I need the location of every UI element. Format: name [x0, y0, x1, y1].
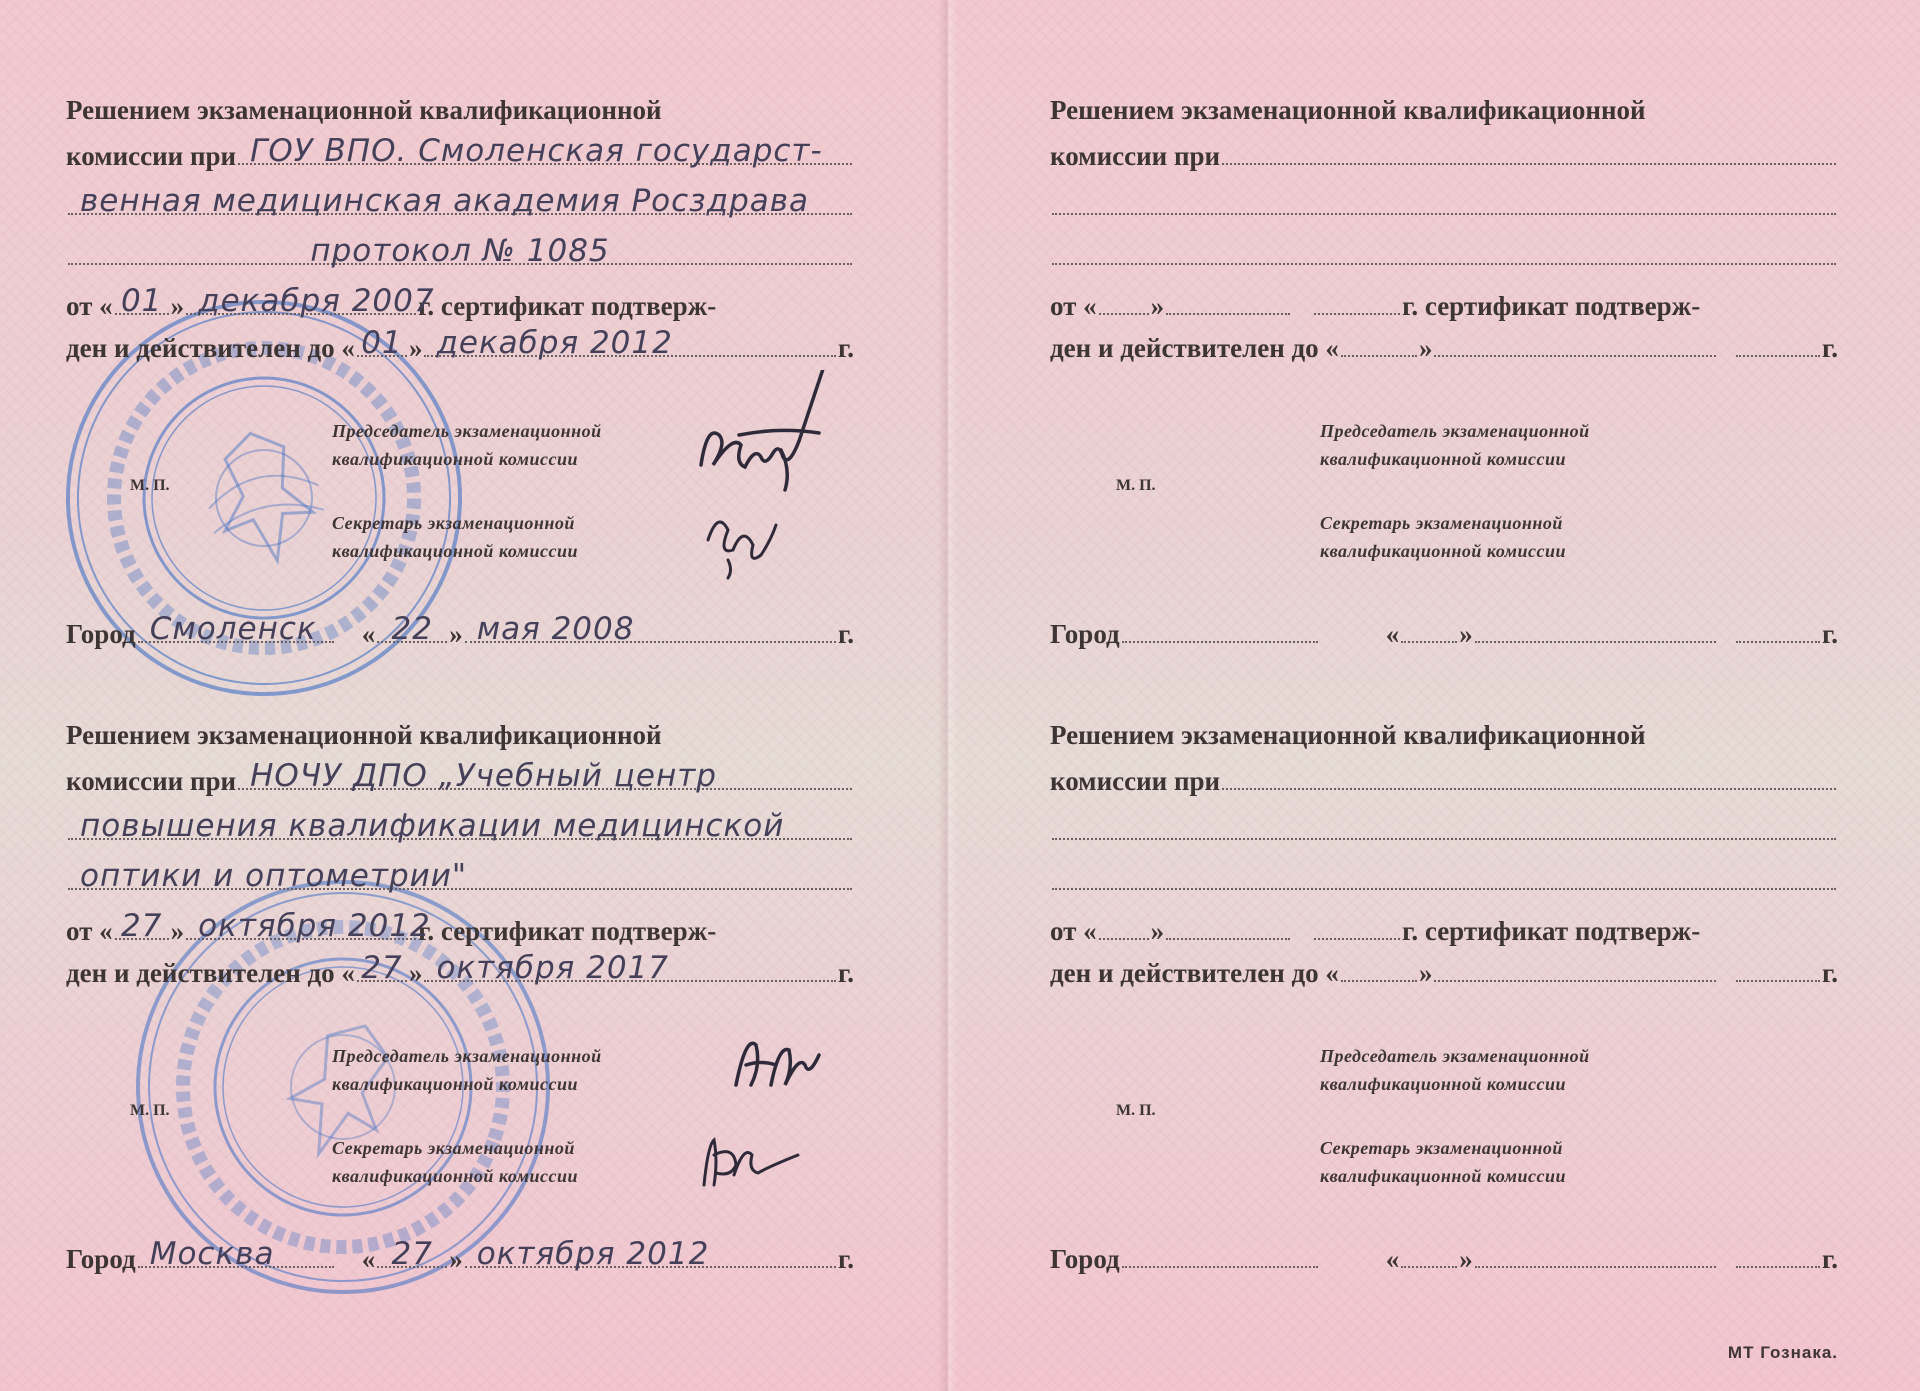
committee-handwritten: НОЧУ ДПО „Учебный центр [250, 758, 717, 794]
heading-text: Решением экзаменационной квалификационной [1050, 95, 1646, 125]
committee-line [66, 184, 854, 220]
printer-imprint: МТ Гознака. [1727, 1343, 1838, 1362]
issue-date-line [66, 909, 854, 945]
quote-close: » [1418, 333, 1433, 363]
committee-line [1050, 809, 1838, 845]
chairman-label: Председатель экзаменационной квалификационной комиссии [1320, 421, 1590, 469]
committee-handwritten: ГОУ ВПО. Смоленская государст- [250, 133, 823, 169]
city-label: Город [1050, 619, 1120, 649]
blank-certificate-entry [1050, 705, 1838, 1345]
chairman-label: Председатель экзаменационной квалификационной комиссии [332, 1046, 602, 1094]
cert-label: г. сертификат подтверж- [1402, 291, 1701, 321]
valid-label: ден и действителен до « [66, 333, 355, 363]
year-abbr: г. [1822, 1244, 1838, 1274]
valid-month-year: декабря 2012 [436, 325, 673, 361]
sign-month-year: мая 2008 [476, 611, 635, 647]
valid-day: 27 [361, 950, 403, 986]
cert-label: г. сертификат подтверж- [418, 916, 717, 946]
secretary-label: Секретарь экзаменационной квалификационной комиссии [1320, 513, 1566, 561]
date-open-quote: « [361, 1244, 376, 1274]
valid-date-line [66, 326, 854, 362]
valid-label: ден и действителен до « [66, 958, 355, 988]
committee-line [66, 234, 854, 270]
right-page [948, 0, 1920, 1391]
cert-label: г. сертификат подтверж- [1402, 916, 1701, 946]
committee-prefix: комиссии при [1050, 141, 1221, 171]
cert-label: г. сертификат подтверж- [418, 291, 717, 321]
city-label: Город [66, 1244, 136, 1274]
heading-line [66, 88, 854, 124]
issue-day: 01 [120, 283, 163, 319]
committee-prefix: комиссии при [66, 141, 237, 171]
committee-line [66, 859, 854, 895]
valid-label: ден и действителен до « [1050, 333, 1339, 363]
committee-line [1050, 859, 1838, 895]
quote-close: » [1459, 1244, 1473, 1274]
valid-date-line [66, 951, 854, 987]
city-label: Город [1050, 1244, 1120, 1274]
heading-text: Решением экзаменационной квалификационной [1050, 720, 1646, 750]
year-abbr: г. [838, 619, 854, 649]
issue-month-year: декабря 2007 [198, 283, 435, 319]
quote-close: » [170, 291, 185, 321]
quote-close: » [449, 1244, 463, 1274]
valid-date-line [1050, 326, 1838, 362]
secretary-signature [694, 1125, 804, 1205]
year-abbr: г. [1822, 333, 1838, 363]
city-date-line [1050, 612, 1838, 648]
city-handwritten: Москва [149, 1236, 275, 1272]
year-abbr: г. [838, 958, 854, 988]
heading-line [1050, 88, 1838, 124]
quote-close: » [408, 333, 423, 363]
city-date-line [66, 612, 854, 648]
heading-line [1050, 713, 1838, 749]
chairman-signature [691, 370, 841, 500]
year-abbr: г. [838, 1244, 854, 1274]
blank-certificate-entry [1050, 80, 1838, 720]
valid-date-line [1050, 951, 1838, 987]
committee-handwritten: венная медицинская академия Росздрава [80, 183, 810, 219]
secretary-label: Секретарь экзаменационной квалификационной комиссии [332, 513, 578, 561]
certificate-entry [66, 80, 854, 720]
committee-line [66, 759, 854, 795]
committee-line [1050, 184, 1838, 220]
left-page [0, 0, 948, 1391]
city-handwritten: Смоленск [149, 611, 317, 647]
quote-close: » [1459, 619, 1473, 649]
committee-handwritten: оптики и оптометрии" [80, 858, 468, 894]
from-label: от « [66, 291, 113, 321]
valid-day: 01 [361, 325, 403, 361]
committee-prefix: комиссии при [66, 766, 237, 796]
stamp-place-label: М. П. [1116, 1102, 1156, 1119]
secretary-signature [698, 500, 788, 580]
certificate-entry [66, 705, 854, 1345]
committee-line [66, 809, 854, 845]
sign-day: 22 [391, 611, 433, 647]
from-label: от « [1050, 291, 1097, 321]
heading-line [66, 713, 854, 749]
city-date-line [66, 1237, 854, 1273]
secretary-label: Секретарь экзаменационной квалификационной комиссии [332, 1138, 578, 1186]
year-abbr: г. [838, 333, 854, 363]
sign-month-year: октября 2012 [476, 1236, 710, 1272]
committee-line [1050, 134, 1838, 170]
committee-line [1050, 759, 1838, 795]
quote-close: » [1418, 958, 1433, 988]
quote-close: » [449, 619, 463, 649]
quote-close: » [408, 958, 423, 988]
city-date-line [1050, 1237, 1838, 1273]
committee-line [66, 134, 854, 170]
committee-prefix: комиссии при [1050, 766, 1221, 796]
date-open-quote: « [361, 619, 376, 649]
issue-date-line [66, 284, 854, 320]
date-open-quote: « [1385, 1244, 1400, 1274]
valid-label: ден и действителен до « [1050, 958, 1339, 988]
chairman-label: Председатель экзаменационной квалификационной комиссии [1320, 1046, 1590, 1094]
committee-handwritten: повышения квалификации медицинской [80, 808, 785, 844]
issue-date-line [1050, 284, 1838, 320]
quote-close: » [1150, 916, 1165, 946]
issue-month-year: октября 2012 [198, 908, 431, 944]
heading-text: Решением экзаменационной квалификационной [66, 720, 662, 750]
valid-month-year: октября 2017 [436, 950, 670, 986]
chairman-label: Председатель экзаменационной квалификационной комиссии [332, 421, 602, 469]
year-abbr: г. [1822, 958, 1838, 988]
chairman-signature [726, 1025, 836, 1105]
quote-close: » [1150, 291, 1165, 321]
from-label: от « [1050, 916, 1097, 946]
quote-close: » [170, 916, 185, 946]
secretary-label: Секретарь экзаменационной квалификационной комиссии [1320, 1138, 1566, 1186]
stamp-place-label: М. П. [130, 1102, 170, 1119]
year-abbr: г. [1822, 619, 1838, 649]
stamp-place-label: М. П. [1116, 477, 1156, 494]
heading-text: Решением экзаменационной квалификационной [66, 95, 662, 125]
committee-line [1050, 234, 1838, 270]
date-open-quote: « [1385, 619, 1400, 649]
issue-date-line [1050, 909, 1838, 945]
from-label: от « [66, 916, 113, 946]
sign-day: 27 [391, 1236, 433, 1272]
city-label: Город [66, 619, 136, 649]
stamp-place-label: М. П. [130, 477, 170, 494]
protocol-handwritten: протокол № 1085 [310, 233, 610, 269]
issue-day: 27 [120, 908, 163, 944]
